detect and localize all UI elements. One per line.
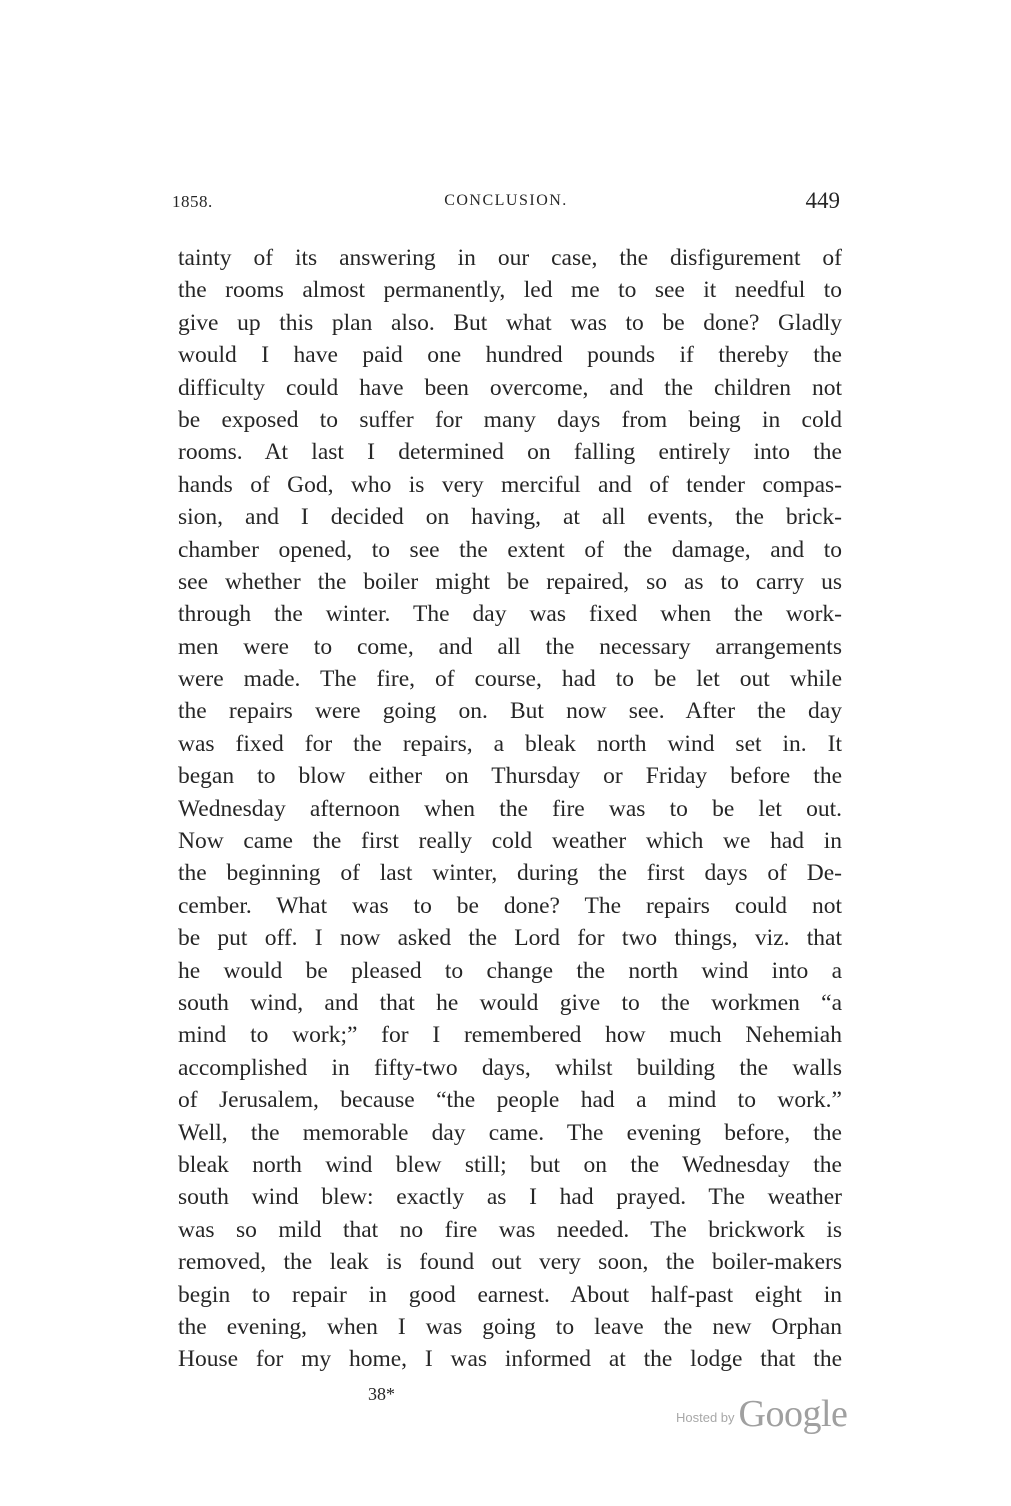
text-line: was so mild that no fire was needed. The brickwork is bbox=[178, 1216, 842, 1243]
text-line: would I have paid one hundred pounds if thereby the bbox=[178, 342, 842, 369]
text-line: bleak north wind blew still; but on the Wednesday the bbox=[178, 1151, 842, 1178]
text-line: hands of God, who is very merciful and of tender compas- bbox=[178, 471, 842, 498]
text-line: difficulty could have been overcome, and the children not bbox=[178, 374, 842, 401]
text-line: men were to come, and all the necessary arrangements bbox=[178, 633, 842, 660]
text-line: south wind, and that he would give to the workmen “a bbox=[178, 989, 842, 1016]
text-line: be exposed to suffer for many days from being in cold bbox=[178, 406, 842, 433]
text-line: the evening, when I was going to leave the new Orphan bbox=[178, 1313, 842, 1340]
text-line: sion, and I decided on having, at all events, the brick- bbox=[178, 504, 842, 531]
hosted-by-label: Hosted by bbox=[676, 1410, 735, 1425]
text-line: mind to work;” for I remembered how much Nehemiah bbox=[178, 1022, 842, 1049]
text-line: tainty of its answering in our case, the disfigurement of bbox=[178, 245, 842, 271]
text-line: began to blow either on Thursday or Friday before the bbox=[178, 763, 842, 790]
running-head-title: CONCLUSION. bbox=[444, 192, 568, 209]
text-line: removed, the leak is found out very soon, the boiler-makers bbox=[178, 1249, 842, 1276]
text-line: House for my home, I was informed at the lodge that the bbox=[178, 1346, 842, 1373]
text-line: chamber opened, to see the extent of the damage, and to bbox=[178, 536, 842, 563]
text-line: give up this plan also. But what was to be done? Gladly bbox=[178, 309, 842, 336]
text-line: see whether the boiler might be repaired, so as to carry us bbox=[178, 568, 842, 595]
running-head-year: 1858. bbox=[172, 192, 213, 211]
text-line: Now came the first really cold weather which we had in bbox=[178, 828, 842, 855]
running-head bbox=[172, 188, 840, 216]
text-line: Wednesday afternoon when the fire was to be let out. bbox=[178, 795, 842, 822]
text-line: of Jerusalem, because “the people had a mind to work.” bbox=[178, 1087, 842, 1114]
text-line: be put off. I now asked the Lord for two things, viz. that bbox=[178, 925, 842, 952]
text-line: the rooms almost permanently, led me to see it needful to bbox=[178, 277, 842, 304]
text-line: he would be pleased to change the north wind into a bbox=[178, 957, 842, 984]
body-text bbox=[178, 242, 842, 1376]
text-line: was fixed for the repairs, a bleak north wind set in. It bbox=[178, 730, 842, 757]
text-line: were made. The fire, of course, had to be let out while bbox=[178, 666, 842, 693]
text-line: south wind blew: exactly as I had prayed. The weather bbox=[178, 1184, 842, 1211]
text-line: rooms. At last I determined on falling entirely into the bbox=[178, 439, 842, 466]
text-line: through the winter. The day was fixed when the work- bbox=[178, 601, 842, 628]
text-line: the repairs were going on. But now see. After the day bbox=[178, 698, 842, 725]
text-line: Well, the memorable day came. The evening before, the bbox=[178, 1119, 842, 1146]
signature-mark: 38* bbox=[368, 1384, 395, 1404]
page-number: 449 bbox=[805, 188, 840, 213]
google-logo: Google bbox=[738, 1393, 848, 1435]
hosted-by-google-watermark bbox=[676, 1392, 847, 1436]
text-line: accomplished in fifty-two days, whilst building the walls bbox=[178, 1054, 842, 1081]
text-line: cember. What was to be done? The repairs could not bbox=[178, 892, 842, 919]
text-line: begin to repair in good earnest. About half-past eight in bbox=[178, 1281, 842, 1308]
text-line: the beginning of last winter, during the first days of De- bbox=[178, 860, 842, 887]
